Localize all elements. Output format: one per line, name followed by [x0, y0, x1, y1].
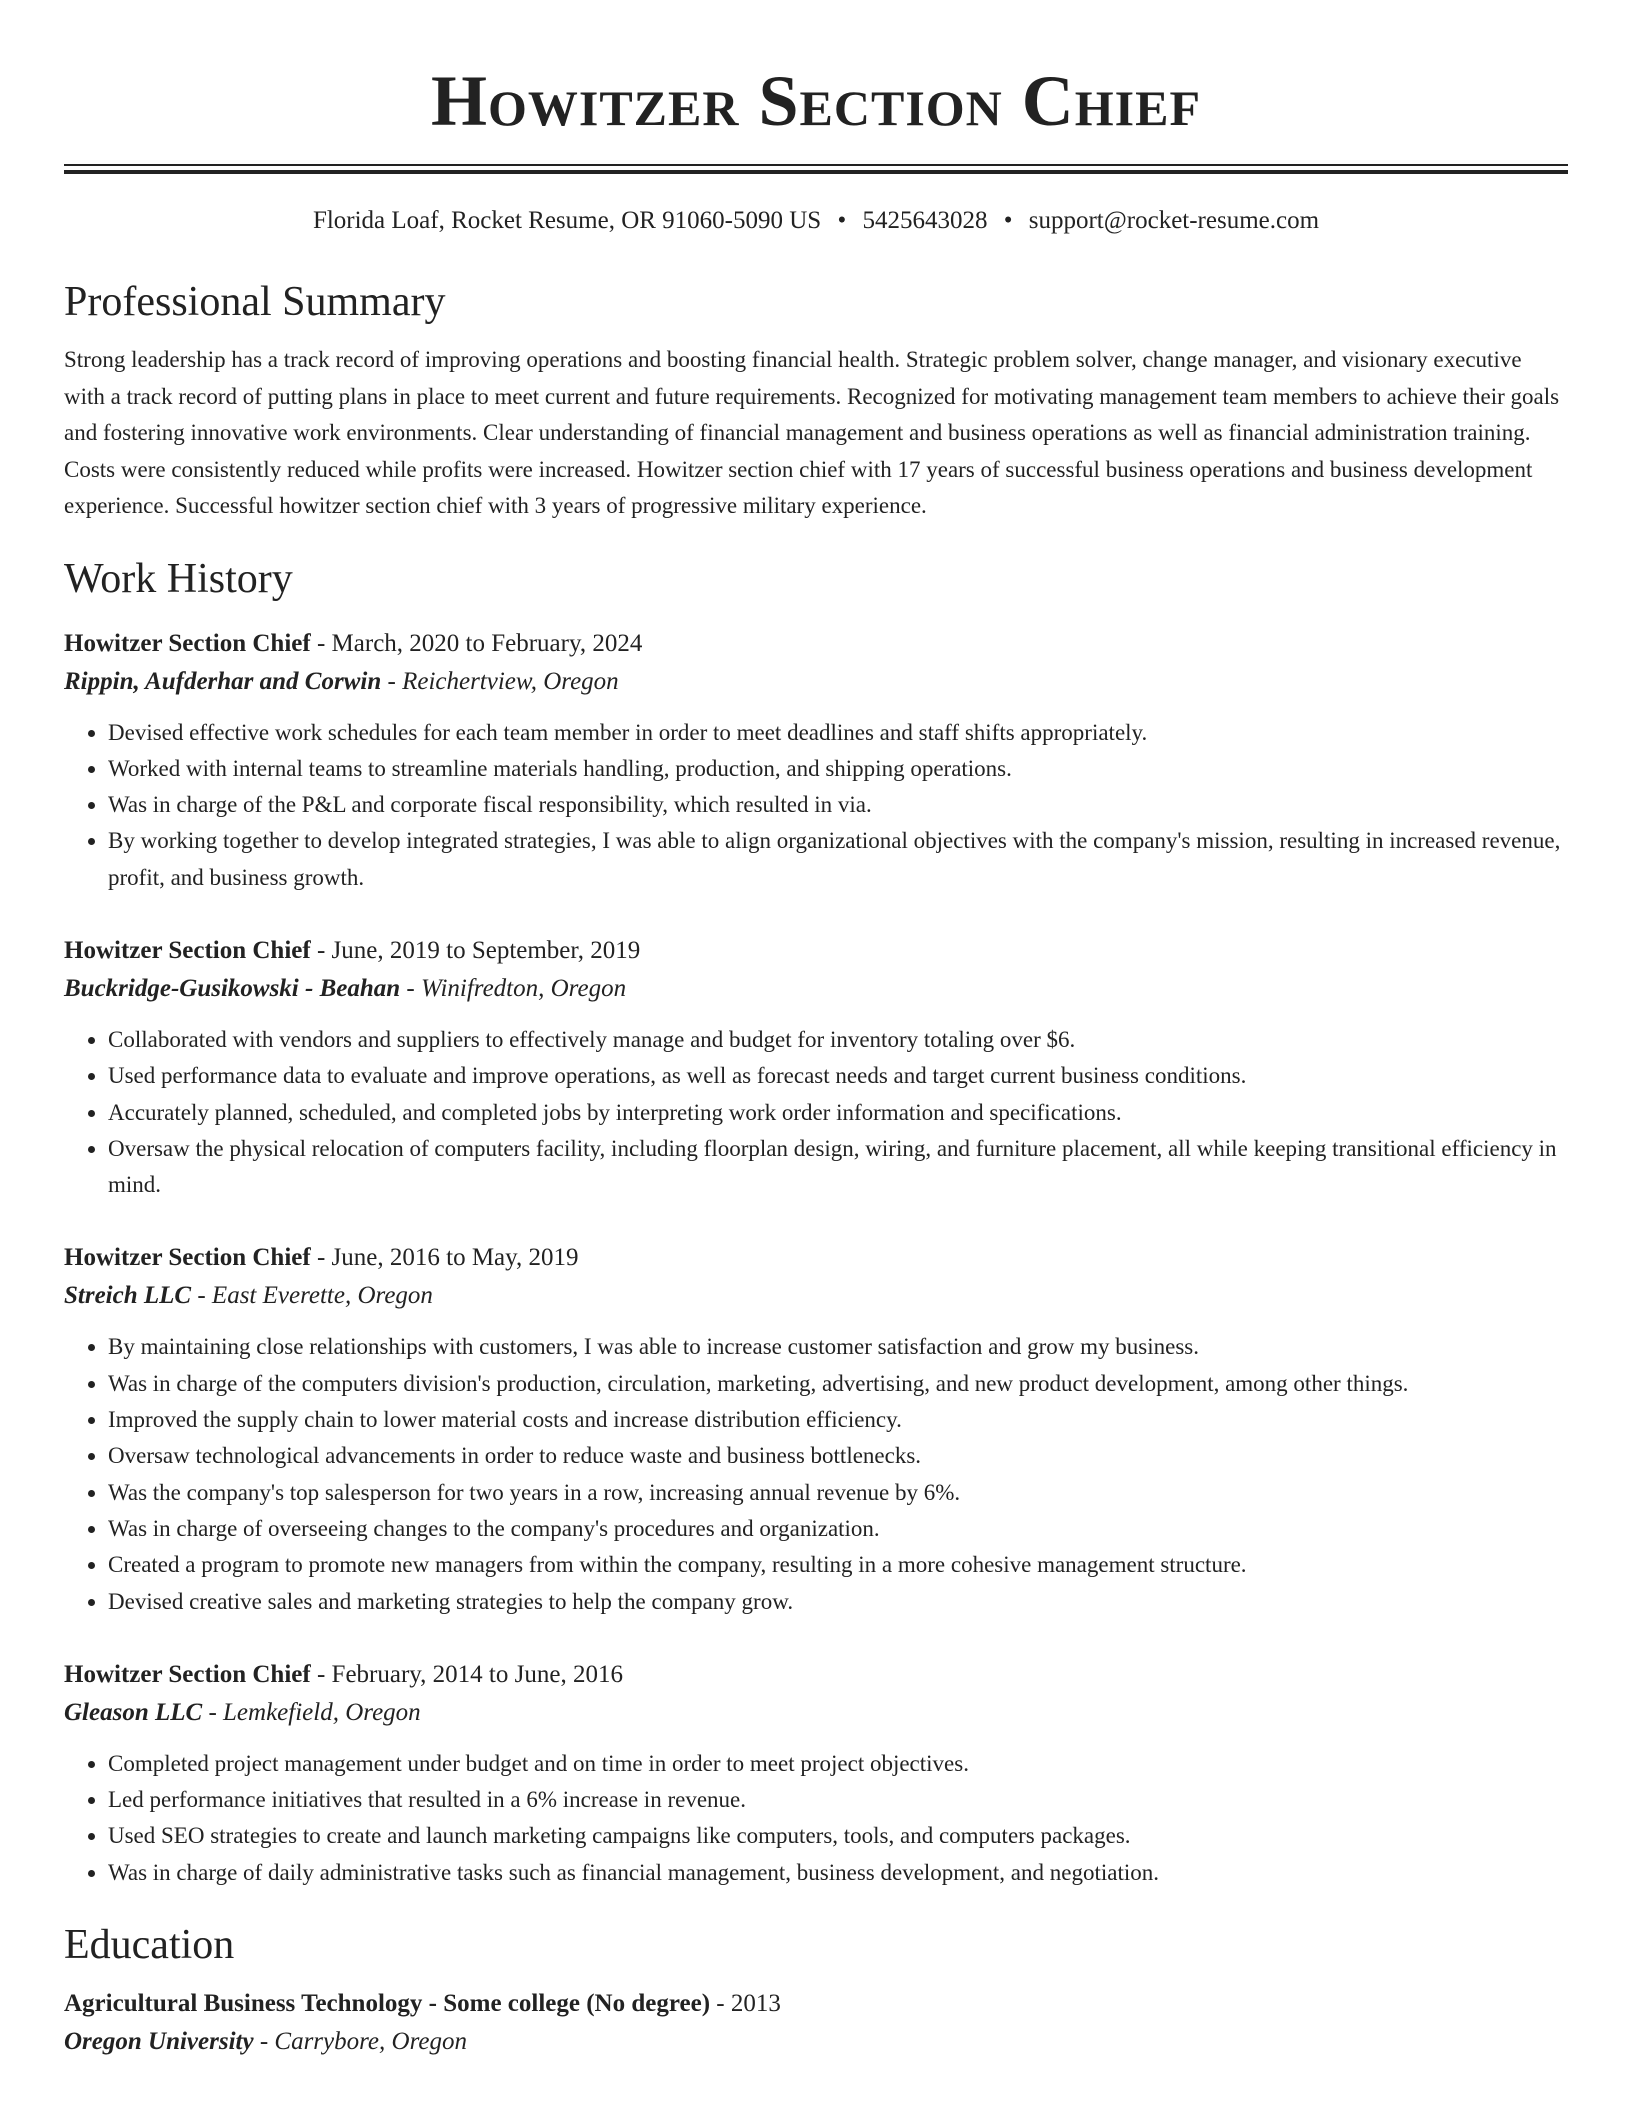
employer-name: Buckridge-Gusikowski - Beahan — [64, 974, 401, 1002]
job-bullets — [64, 1329, 1568, 1619]
job-bullet: • Was in charge of daily administrative tasks such as financial management, business development, and negotiation. — [108, 1855, 1568, 1891]
job-bullet: • Completed project management under budget and on time in order to meet project objectives. — [108, 1746, 1568, 1782]
education-heading: Education — [64, 1922, 235, 1969]
job-title-line — [64, 625, 1568, 663]
school-location: - Carrybore, Oregon — [253, 2028, 467, 2056]
job-entry — [64, 625, 1568, 896]
title-divider — [64, 164, 1568, 174]
employer-location: - East Everette, Oregon — [191, 1282, 433, 1310]
job-bullet: • Accurately planned, scheduled, and completed jobs by interpreting work order information and specifications. — [108, 1095, 1568, 1131]
employer-line — [64, 1277, 1568, 1315]
degree-name: Agricultural Business Technology - Some college (No degree) — [64, 1990, 711, 2018]
employer-location: - Reichertview, Oregon — [381, 667, 619, 695]
school-line — [64, 2023, 1568, 2061]
job-bullet: • Was in charge of overseeing changes to the company's procedures and organization. — [108, 1511, 1568, 1547]
job-entry — [64, 932, 1568, 1203]
employer-line — [64, 970, 1568, 1008]
resume-title: Howitzer Section Chief — [430, 61, 1202, 141]
job-entry — [64, 1656, 1568, 1891]
job-bullet: • Devised creative sales and marketing strategies to help the company grow. — [108, 1584, 1568, 1620]
employer-name: Gleason LLC — [64, 1698, 203, 1726]
job-bullet: • Oversaw the physical relocation of computers facility, including floorplan design, wiring, and furniture placement, all while keeping transitional efficiency in mind. — [108, 1131, 1568, 1204]
contact-separator: • — [837, 207, 847, 234]
school-name: Oregon University — [64, 2028, 254, 2056]
job-bullet: • Oversaw technological advancements in order to reduce waste and business bottlenecks. — [108, 1438, 1568, 1474]
job-dates: - June, 2019 to September, 2019 — [310, 936, 641, 964]
job-bullet: • Devised effective work schedules for each team member in order to meet deadlines and staff shifts appropriately. — [108, 715, 1568, 751]
job-entry — [64, 1239, 1568, 1619]
employer-line — [64, 663, 1568, 701]
degree-line — [64, 1985, 1568, 2023]
job-dates: - February, 2014 to June, 2016 — [310, 1660, 623, 1688]
education-entry — [64, 1985, 1568, 2061]
summary-text: Strong leadership has a track record of improving operations and boosting financial health. Strategic problem solver, change manager, and visionary executive with a track record of putting plans in place to meet current and future requirements. Recognized for motivating management team members to achieve their goals and fostering innovative work environments. Clear understanding of financial management and business operations as well as financial administration training. Costs were consistently reduced while profits were increased. Howitzer section chief with 17 years of successful business operations and business development experience. Successful howitzer section chief with 3 years of progressive military experience. — [64, 347, 1560, 518]
job-title: Howitzer Section Chief — [64, 629, 311, 657]
job-title-line — [64, 932, 1568, 970]
job-bullet: • Collaborated with vendors and suppliers to effectively manage and budget for inventory totaling over $6. — [108, 1022, 1568, 1058]
job-bullet: • Worked with internal teams to streamline materials handling, production, and shipping operations. — [108, 751, 1568, 787]
employer-location: - Winifredton, Oregon — [400, 974, 627, 1002]
job-title-line — [64, 1239, 1568, 1277]
job-bullet: • Led performance initiatives that resulted in a 6% increase in revenue. — [108, 1782, 1568, 1818]
job-bullets — [64, 715, 1568, 896]
job-bullet: • Improved the supply chain to lower material costs and increase distribution efficiency. — [108, 1402, 1568, 1438]
job-dates: - March, 2020 to February, 2024 — [310, 629, 643, 657]
job-title: Howitzer Section Chief — [64, 936, 311, 964]
job-bullet: • By maintaining close relationships with customers, I was able to increase customer satisfaction and grow my business. — [108, 1329, 1568, 1365]
job-bullet: • Used SEO strategies to create and launch marketing campaigns like computers, tools, and computers packages. — [108, 1818, 1568, 1854]
job-bullets — [64, 1746, 1568, 1891]
job-title-line — [64, 1656, 1568, 1694]
job-bullet: • Was in charge of the computers division's production, circulation, marketing, advertising, and new product development, among other things. — [108, 1366, 1568, 1402]
contact-address: Florida Loaf, Rocket Resume, OR 91060-5090 US — [312, 207, 822, 234]
employer-location: - Lemkefield, Oregon — [202, 1698, 421, 1726]
job-bullet: • By working together to develop integrated strategies, I was able to align organizational objectives with the company's mission, resulting in increased revenue, profit, and business growth. — [108, 823, 1568, 896]
employer-line — [64, 1694, 1568, 1732]
job-title: Howitzer Section Chief — [64, 1660, 311, 1688]
contact-separator: • — [1003, 207, 1013, 234]
job-bullets — [64, 1022, 1568, 1203]
contact-line — [64, 204, 1568, 238]
job-bullet: • Was the company's top salesperson for two years in a row, increasing annual revenue by 6%. — [108, 1475, 1568, 1511]
job-bullet: • Created a program to promote new managers from within the company, resulting in a more cohesive management structure. — [108, 1547, 1568, 1583]
job-bullet: • Used performance data to evaluate and improve operations, as well as forecast needs and target current business conditions. — [108, 1058, 1568, 1094]
job-bullet: • Was in charge of the P&L and corporate fiscal responsibility, which resulted in via. — [108, 787, 1568, 823]
employer-name: Rippin, Aufderhar and Corwin — [64, 667, 382, 695]
contact-phone: 5425643028 — [862, 207, 988, 234]
contact-email: support@rocket-resume.com — [1028, 207, 1320, 234]
employer-name: Streich LLC — [64, 1282, 192, 1310]
work-history-heading: Work History — [64, 555, 293, 602]
job-dates: - June, 2016 to May, 2019 — [310, 1244, 579, 1272]
summary-heading: Professional Summary — [64, 279, 446, 325]
job-title: Howitzer Section Chief — [64, 1244, 311, 1272]
resume-page — [64, 0, 1568, 2061]
degree-year: - 2013 — [710, 1990, 781, 2018]
